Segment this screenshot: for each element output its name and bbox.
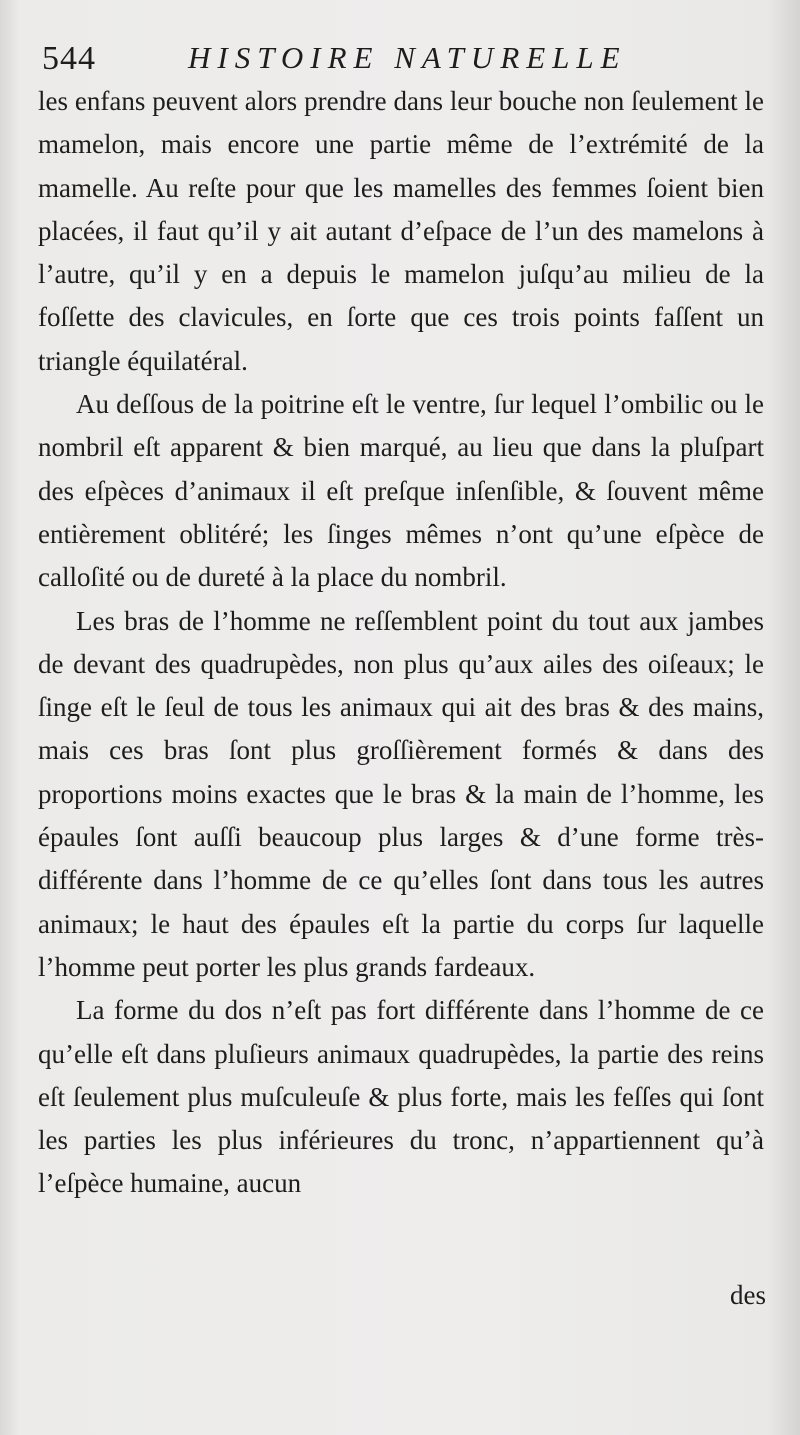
paragraph: Au deſſous de la poitrine eſt le ventre, ſur lequel l’ombilic ou le nombril eſt apparent & bien marqué, au lieu que dans la pluſpart des eſpèces d’animaux il eſt preſque inſenſible, & ſouvent même entièrement oblitéré; les ſinges mêmes n’ont qu’une eſpèce de calloſité ou de dureté à la place du nombril. <box>38 389 764 593</box>
paragraph: La forme du dos n’eſt pas fort différente dans l’homme de ce qu’elle eſt dans pluſieurs animaux quadrupèdes, la partie des reins eſt ſeulement plus muſculeuſe & plus forte, mais les feſſes qui ſont les parties les plus inférieures du tronc, n’appartiennent qu’à l’eſpèce humaine, aucun <box>38 995 764 1199</box>
page-header <box>38 36 778 86</box>
page-number: 544 <box>42 40 96 77</box>
paragraph-continued: les enfans peuvent alors prendre dans leur bouche non ſeulement le mamelon, mais encore une partie même de l’extrémité de la mamelle. Au reſte pour que les mamelles des femmes ſoient bien placées, il faut qu’il y ait autant d’eſpace de l’un des mamelons à l’autre, qu’il y en a depuis le mamelon juſqu’au milieu de la foſſette des clavicules, en ſorte que ces trois points faſſent un triangle équilatéral. <box>38 86 764 376</box>
paragraph: Les bras de l’homme ne reſſemblent point du tout aux jambes de devant des quadrupèdes, non plus qu’aux ailes des oiſeaux; le ſinge eſt le ſeul de tous les animaux qui ait des bras & des mains, mais ces bras ſont plus groſſièrement formés & dans des proportions moins exactes que le bras & la main de l’homme, les épaules ſont auſſi beaucoup plus larges & d’une forme très-différente dans l’homme de ce qu’elles ſont dans tous les autres animaux; le haut des épaules eſt la partie du corps ſur laquelle l’homme peut porter les plus grands fardeaux. <box>38 605 764 982</box>
running-title: HISTOIRE NATURELLE <box>188 40 627 75</box>
body-text <box>38 80 764 1206</box>
catchword: des <box>730 1280 766 1310</box>
